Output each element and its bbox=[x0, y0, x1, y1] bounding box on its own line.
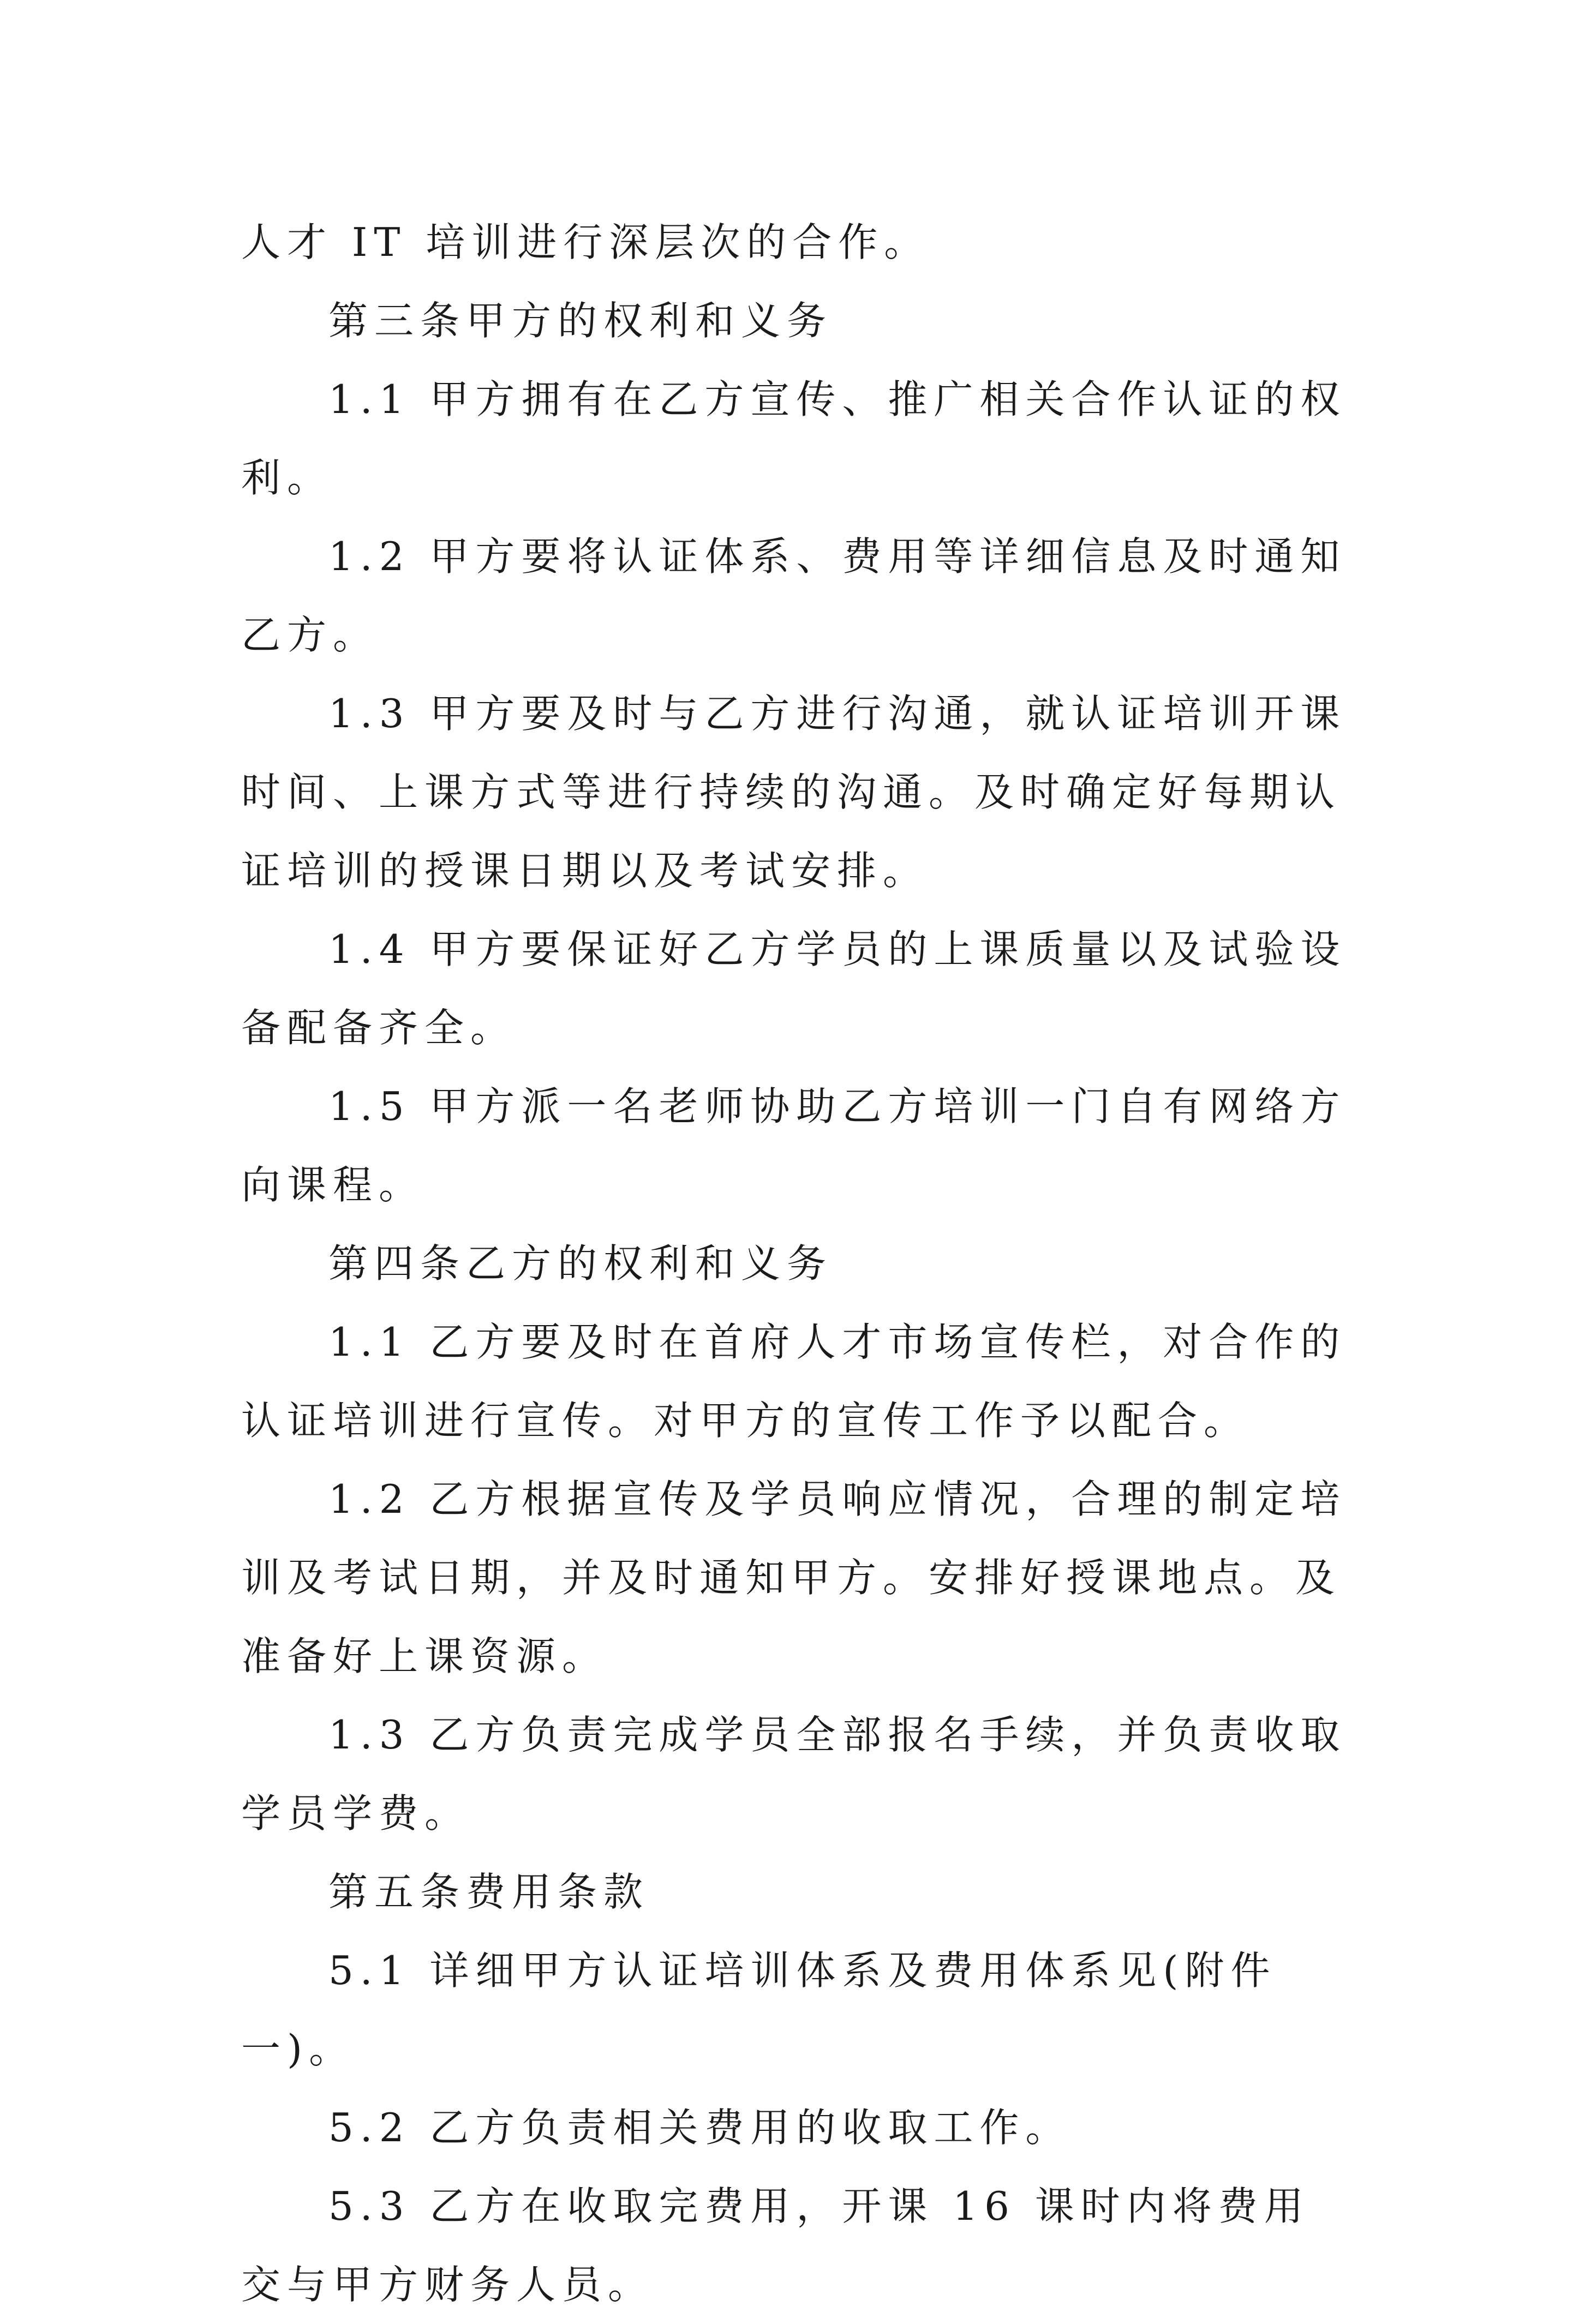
section-heading-article-3: 第三条甲方的权利和义务 bbox=[328, 298, 833, 344]
clause-4-1: 1.1 乙方要及时在首府人才市场宣传栏，对合作的认证培训进行宣传。对甲方的宣传工作予以配合。 bbox=[241, 1319, 1347, 1443]
clause-4-3: 1.3 乙方负责完成学员全部报名手续，并负责收取学员学费。 bbox=[241, 1712, 1347, 1836]
clause-5-1: 5.1 详细甲方认证培训体系及费用体系见(附件一)。 bbox=[241, 1948, 1277, 2072]
clause-5-2: 5.2 乙方负责相关费用的收取工作。 bbox=[328, 2105, 1072, 2151]
clause-3-1: 1.1 甲方拥有在乙方宣传、推广相关合作认证的权利。 bbox=[241, 376, 1347, 501]
document-body bbox=[241, 203, 1349, 2324]
clause-3-4: 1.4 甲方要保证好乙方学员的上课质量以及试验设备配备齐全。 bbox=[241, 926, 1347, 1051]
clause-3-3: 1.3 甲方要及时与乙方进行沟通，就认证培训开课时间、上课方式等进行持续的沟通。及时确定好每期认证培训的授课日期以及考试安排。 bbox=[241, 691, 1347, 894]
clause-4-2: 1.2 乙方根据宣传及学员响应情况，合理的制定培训及考试日期，并及时通知甲方。安排好授课地点。及准备好上课资源。 bbox=[241, 1476, 1347, 1679]
clause-3-5: 1.5 甲方派一名老师协助乙方培训一门自有网络方向课程。 bbox=[241, 1083, 1347, 1208]
clause-5-3: 5.3 乙方在收取完费用，开课 16 课时内将费用交与甲方财务人员。 bbox=[241, 2183, 1310, 2308]
section-heading-article-4: 第四条乙方的权利和义务 bbox=[328, 1241, 833, 1286]
section-heading-article-5: 第五条费用条款 bbox=[328, 1869, 650, 1915]
paragraph-continuation: 人才 IT 培训进行深层次的合作。 bbox=[241, 219, 930, 265]
clause-3-2: 1.2 甲方要将认证体系、费用等详细信息及时通知乙方。 bbox=[241, 534, 1347, 658]
